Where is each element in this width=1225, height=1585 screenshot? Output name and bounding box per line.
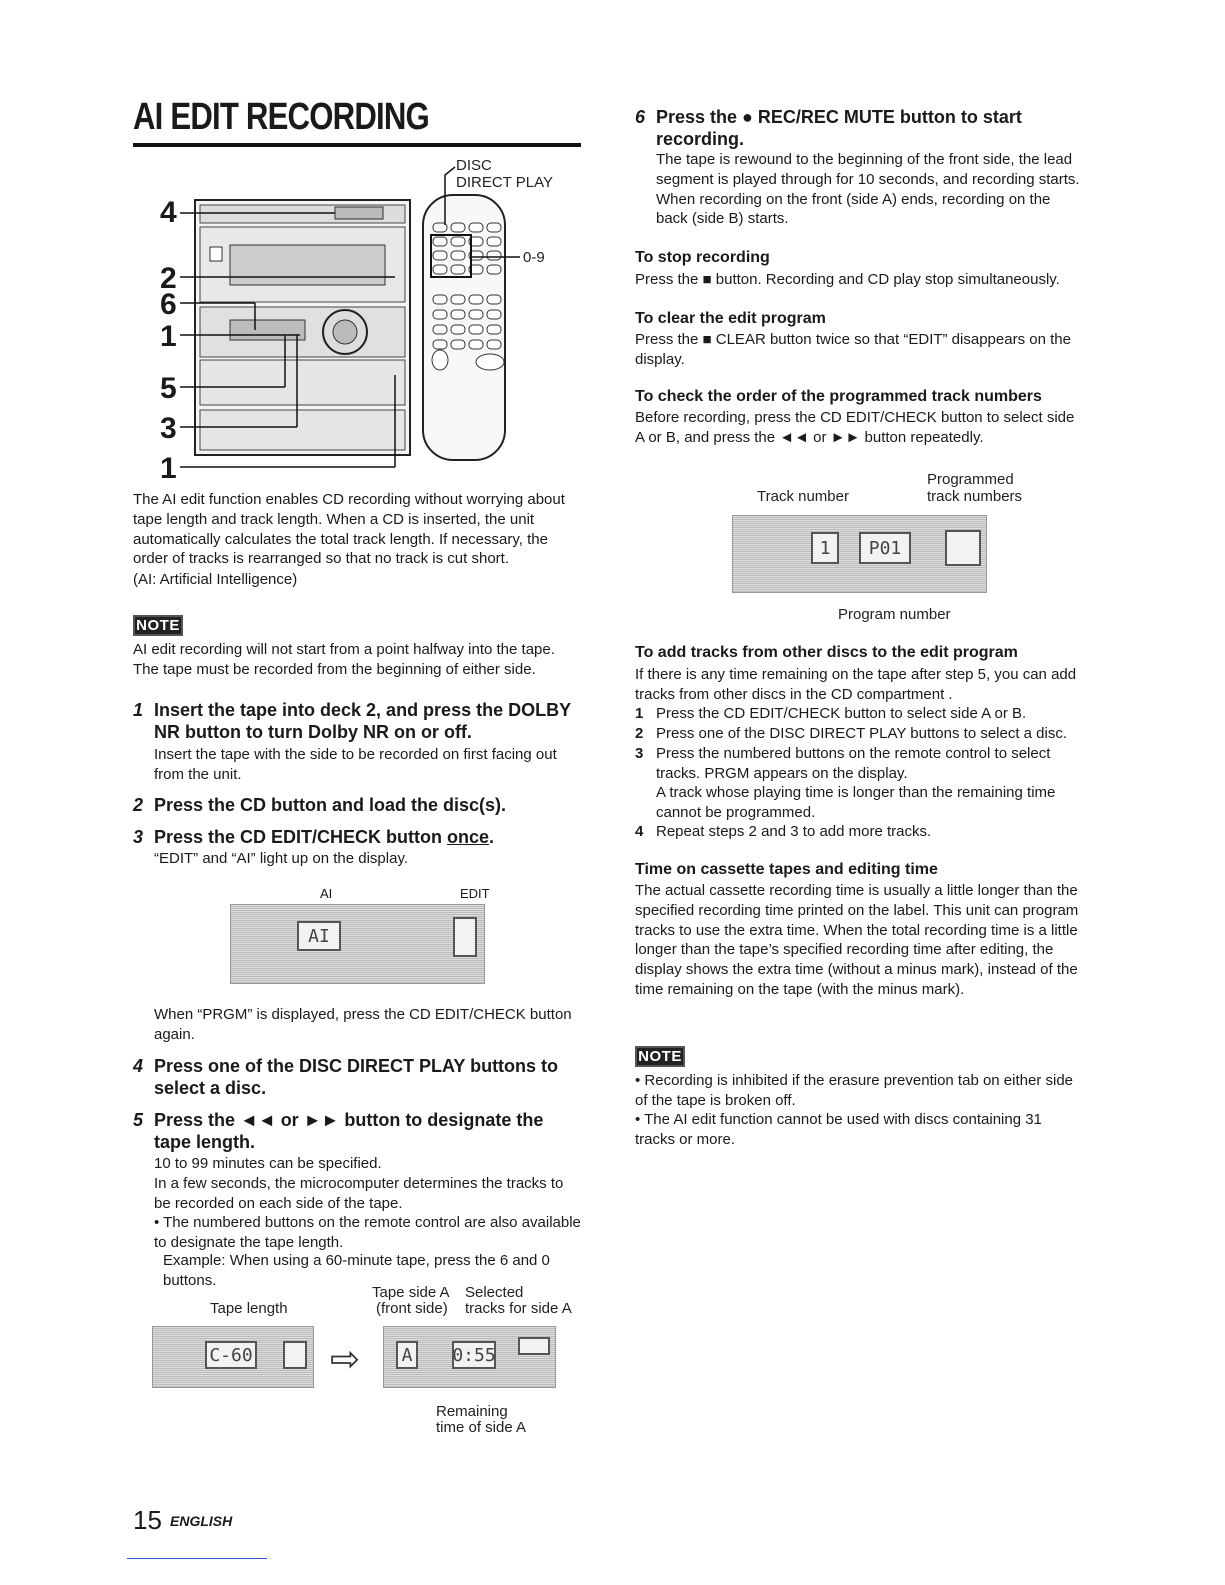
page-title: AI EDIT RECORDING [133, 96, 429, 138]
note-text: AI edit recording will not start from a point halfway into the tape. The tape must be recorded from the beginning of either side. [133, 641, 555, 678]
note-badge: NOTE [133, 615, 183, 636]
add-item4: Repeat steps 2 and 3 to add more tracks. [656, 823, 932, 840]
check-body-b: or [808, 428, 831, 446]
add-item3-num: 3 [635, 745, 644, 762]
check-body [635, 408, 1085, 448]
check-body-c: button repeatedly. [860, 428, 984, 446]
step1-number: 1 [133, 700, 144, 720]
step5-example: Example: When using a 60-minute tape, press the 6 and 0 buttons. [163, 1252, 550, 1289]
step4-number: 4 [133, 1056, 144, 1076]
intro-ai-text: (AI: Artificial Intelligence) [133, 571, 298, 588]
stop-body-b: button. Recording and CD play stop simultaneously. [711, 271, 1060, 288]
display-side-a-indicator: A [396, 1341, 418, 1369]
fig-tape-side-a: Tape side A [372, 1284, 450, 1301]
clear-body [635, 330, 1085, 370]
step1-title: Insert the tape into deck 2, and press the DOLBY NR button to turn Dolby NR on or off. [154, 700, 571, 742]
fig-programmed: Programmed [927, 471, 1014, 488]
display-edit-box [453, 917, 477, 957]
add-item2-num: 2 [635, 725, 644, 742]
cassette-body: The actual cassette recording time is usually a little longer than the specified recording time printed on the label. This unit can program tracks to use the extra time. When the total recording time is a little longer than the tape’s specified recording time after editing, the display shows the extra time (without a minus mark), instead of the time remaining on the tape (with the minus mark). [635, 882, 1079, 998]
callout-2: 2 [160, 262, 177, 295]
display-ai-segment: AI [297, 921, 341, 951]
bottom-rule [127, 1558, 267, 1559]
stop-body [635, 270, 1085, 290]
step6-body: The tape is rewound to the beginning of the front side, the lead segment is played through for 10 seconds, and recording starts. When recording on the front (side A) ends, recording on the back (side B) starts. [656, 151, 1080, 228]
page-number: 15 [133, 1505, 162, 1535]
step3-after: When “PRGM” is displayed, press the CD EDIT/CHECK button again. [154, 1006, 572, 1043]
callout-3: 3 [160, 412, 177, 445]
display-program-number: P01 [859, 532, 911, 564]
fastforward-icon: ►► [830, 428, 861, 446]
step2-number: 2 [133, 795, 144, 815]
note-badge-2: NOTE [635, 1046, 685, 1067]
step5-title [154, 1109, 582, 1153]
display-box [283, 1341, 307, 1369]
callout-5: 5 [160, 372, 177, 405]
display-tape-length [152, 1326, 314, 1388]
fig-selected: Selected [465, 1284, 524, 1301]
add-title: To add tracks from other discs to the edit program [635, 644, 1018, 661]
stop-body-a: Press the [635, 271, 703, 288]
add-item3-sub: A track whose playing time is longer than the remaining time cannot be programmed. [656, 784, 1056, 821]
stop-icon: ■ [702, 331, 712, 348]
clear-body-a: Press the [635, 331, 703, 348]
page-language: ENGLISH [170, 1513, 233, 1529]
step6-number: 6 [635, 107, 646, 127]
fig-track-numbers: track numbers [927, 488, 1023, 505]
add-item2: Press one of the DISC DIRECT PLAY buttons to select a disc. [656, 725, 1068, 742]
step5-bullet: • The numbered buttons on the remote control are also available to designate the tape length. [154, 1214, 581, 1251]
add-item1: Press the CD EDIT/CHECK button to select side A or B. [656, 705, 1027, 722]
callout-6: 6 [160, 288, 177, 321]
fig-front-side: (front side) [376, 1300, 448, 1317]
step5-number: 5 [133, 1110, 144, 1130]
step6-title [656, 106, 1084, 150]
stereo-system-figure [155, 155, 565, 485]
fig-tape-length: Tape length [210, 1300, 288, 1317]
callout-4: 4 [160, 196, 177, 229]
fig-program-number: Program number [838, 606, 951, 623]
note2-bullet1: • Recording is inhibited if the erasure prevention tab on either side of the tape is broken off. [635, 1072, 1074, 1109]
step5-title-a: Press the [154, 1110, 241, 1130]
fastforward-icon: ►► [303, 1110, 340, 1130]
fig-edit-label: EDIT [460, 886, 490, 901]
step5-body1: 10 to 99 minutes can be specified. [154, 1155, 382, 1172]
step5-body2: In a few seconds, the microcomputer determines the tracks to be recorded on each side of the tape. [154, 1175, 564, 1212]
check-title: To check the order of the programmed track numbers [635, 388, 1042, 405]
display-ai-edit [230, 904, 485, 984]
display-remaining-time: 0:55 [452, 1341, 496, 1369]
fig-tracks-side-a: tracks for side A [465, 1300, 572, 1317]
check-body-a: Before recording, press the CD EDIT/CHECK button to select side A or B, and press the [635, 409, 1075, 446]
title-rule [133, 143, 581, 147]
display-track-check [732, 515, 987, 593]
add-item1-num: 1 [635, 705, 644, 722]
step2-title: Press the CD button and load the disc(s). [154, 795, 507, 815]
stop-icon: ■ [702, 271, 712, 288]
step6-title-a: Press the [656, 107, 743, 127]
fig-ai-label: AI [320, 886, 333, 901]
cassette-title: Time on cassette tapes and editing time [635, 861, 938, 878]
note2-bullet2: • The AI edit function cannot be used with discs containing 31 tracks or more. [635, 1111, 1042, 1148]
callout-1: 1 [160, 320, 177, 353]
step3-body: “EDIT” and “AI” light up on the display. [154, 850, 409, 867]
clear-body-b: CLEAR button twice so that “EDIT” disappears on the display. [635, 331, 1071, 368]
step5-title-b: or [275, 1110, 304, 1130]
disc-label: DISC [456, 157, 492, 174]
step3-title-once: once [447, 827, 490, 847]
display-c60: C-60 [205, 1341, 257, 1369]
rewind-icon: ◄◄ [240, 1110, 276, 1130]
stop-title: To stop recording [635, 249, 770, 266]
step3-title-c: . [489, 827, 495, 847]
direct-play-label: DIRECT PLAY [456, 174, 553, 191]
display-side-a [383, 1326, 556, 1388]
clear-title: To clear the edit program [635, 310, 826, 327]
add-body: If there is any time remaining on the tape after step 5, you can add tracks from other discs in the CD compartment . [635, 666, 1077, 703]
keypad-label: 0-9 [523, 249, 545, 266]
step3-title-a: Press the CD EDIT/CHECK button [154, 827, 448, 847]
add-item3: Press the numbered buttons on the remote control to select tracks. PRGM appears on the display. [656, 745, 1051, 782]
step6-title-b: REC/REC MUTE button to start recording. [656, 107, 1022, 149]
step1-body: Insert the tape with the side to be recorded on first facing out from the unit. [154, 746, 557, 783]
step3-number: 3 [133, 827, 144, 847]
callout-1b: 1 [160, 452, 177, 485]
fig-time-side-a: time of side A [436, 1419, 527, 1436]
step3-title [154, 826, 494, 848]
add-item4-num: 4 [635, 823, 644, 840]
intro-text: The AI edit function enables CD recording without worrying about tape length and track length. When a CD is inserted, the unit automatically calculates the total track length. If necessary, the order of tracks is rearranged so that no track is cut short. [133, 491, 565, 568]
arrow-icon: ⇨ [330, 1338, 361, 1379]
step5-title-c: button to designate the tape length. [154, 1110, 544, 1152]
fig-remaining: Remaining [436, 1403, 508, 1420]
rewind-icon: ◄◄ [779, 428, 809, 446]
display-track-number: 1 [811, 532, 839, 564]
step4-title: Press one of the DISC DIRECT PLAY buttons to select a disc. [154, 1056, 559, 1098]
record-icon: ● [742, 107, 753, 127]
display-track-boxes [945, 530, 981, 566]
fig-track-number: Track number [757, 488, 849, 505]
display-track-box [518, 1337, 550, 1355]
